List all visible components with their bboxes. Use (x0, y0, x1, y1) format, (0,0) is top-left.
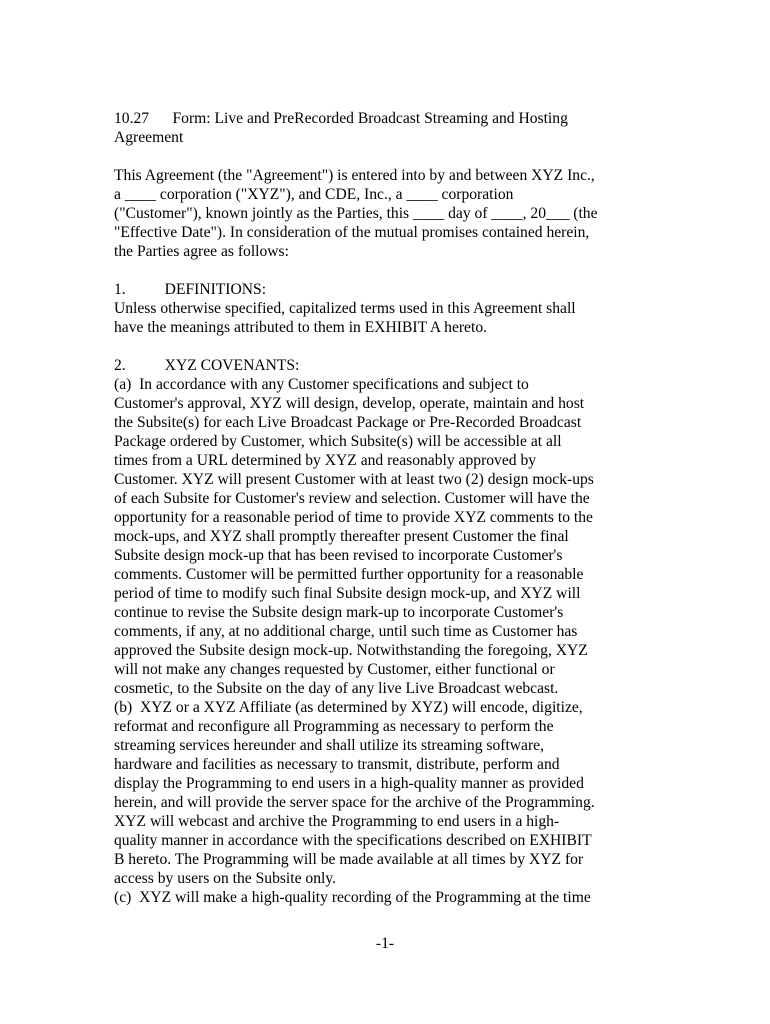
section-2-text-line: Customer. XYZ will present Customer with at least two (2) design mock-ups (114, 471, 594, 488)
section-2-text-line: hardware and facilities as necessary to transmit, distribute, perform and (114, 756, 560, 773)
section-1-text-line: have the meanings attributed to them in EXHIBIT A hereto. (114, 319, 488, 336)
section-2-heading: 2. XYZ COVENANTS: (114, 357, 300, 374)
intro-paragraph-line: a ____ corporation ("XYZ"), and CDE, Inc., a ____ corporation (114, 186, 514, 203)
intro-paragraph-line: ("Customer"), known jointly as the Parties, this ____ day of ____, 20___ (the (114, 205, 598, 222)
section-2-text-line: comments. Customer will be permitted further opportunity for a reasonable (114, 566, 584, 583)
section-2-text-line: the Subsite(s) for each Live Broadcast Package or Pre-Recorded Broadcast (114, 414, 582, 431)
section-2-text-line: period of time to modify such final Subsite design mock-up, and XYZ will (114, 585, 581, 602)
section-2-text-line: approved the Subsite design mock-up. Notwithstanding the foregoing, XYZ (114, 642, 588, 659)
section-2-text-line: cosmetic, to the Subsite on the day of any live Live Broadcast webcast. (114, 680, 559, 697)
intro-paragraph-line: the Parties agree as follows: (114, 243, 289, 260)
section-1-text-line: Unless otherwise specified, capitalized terms used in this Agreement shall (114, 300, 576, 317)
section-2-text-line: quality manner in accordance with the specifications described on EXHIBIT (114, 832, 592, 849)
document-title-line-1: 10.27 Form: Live and PreRecorded Broadcast Streaming and Hosting (114, 110, 568, 127)
section-2-text-line: mock-ups, and XYZ shall promptly thereafter present Customer the final (114, 528, 569, 545)
section-2-text-line: Customer's approval, XYZ will design, develop, operate, maintain and host (114, 395, 585, 412)
section-2-text-line: of each Subsite for Customer's review and selection. Customer will have the (114, 490, 590, 507)
section-2-text-line: continue to revise the Subsite design mark-up to incorporate Customer's (114, 604, 564, 621)
section-2-text-line: XYZ will webcast and archive the Programming to end users in a high- (114, 813, 560, 830)
document-title-line-2: Agreement (114, 129, 184, 146)
intro-paragraph-line: "Effective Date"). In consideration of the mutual promises contained herein, (114, 224, 590, 241)
section-2-text-line: (a) In accordance with any Customer specifications and subject to (114, 376, 529, 393)
section-2-text-line: will not make any changes requested by Customer, either functional or (114, 661, 555, 678)
section-1-heading: 1. DEFINITIONS: (114, 281, 267, 298)
section-2-text-line: display the Programming to end users in a high-quality manner as provided (114, 775, 584, 792)
section-2-text-line: (b) XYZ or a XYZ Affiliate (as determined by XYZ) will encode, digitize, (114, 699, 583, 716)
section-2-text-line: reformat and reconfigure all Programming as necessary to perform the (114, 718, 554, 735)
section-2-text-line: times from a URL determined by XYZ and reasonably approved by (114, 452, 537, 469)
section-2-text-line: comments, if any, at no additional charge, until such time as Customer has (114, 623, 578, 640)
section-2-text-line: access by users on the Subsite only. (114, 870, 337, 887)
section-2-text-line: opportunity for a reasonable period of time to provide XYZ comments to the (114, 509, 593, 526)
section-2-text-line: streaming services hereunder and shall utilize its streaming software, (114, 737, 544, 754)
section-2-text-line: herein, and will provide the server space for the archive of the Programming. (114, 794, 595, 811)
page-number: -1- (375, 935, 395, 952)
section-2-text-line: B hereto. The Programming will be made available at all times by XYZ for (114, 851, 584, 868)
intro-paragraph-line: This Agreement (the "Agreement") is entered into by and between XYZ Inc., (114, 167, 595, 184)
section-2-text-line: (c) XYZ will make a high-quality recording of the Programming at the time (114, 889, 591, 906)
section-2-text-line: Subsite design mock-up that has been revised to incorporate Customer's (114, 547, 563, 564)
section-2-text-line: Package ordered by Customer, which Subsite(s) will be accessible at all (114, 433, 562, 450)
